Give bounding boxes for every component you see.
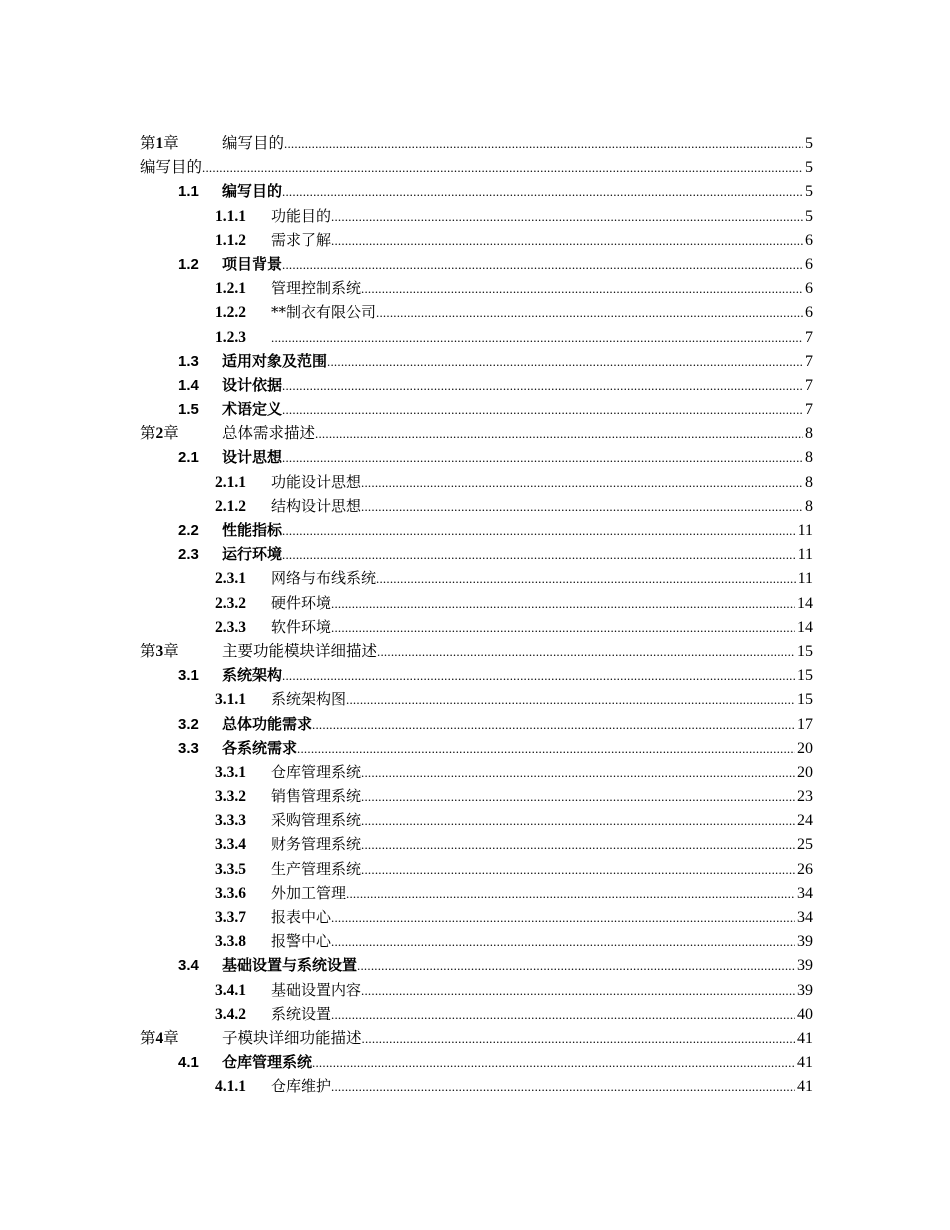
toc-entry-title: 结构设计思想: [271, 496, 362, 515]
dot-leader: [282, 663, 795, 688]
toc-entry[interactable]: [140, 591, 813, 615]
dot-leader: [361, 857, 795, 882]
toc-page-number: 25: [797, 836, 813, 854]
toc-page-number: 34: [797, 909, 813, 926]
dot-leader: [361, 494, 803, 519]
toc-page-number: 6: [805, 280, 813, 298]
toc-entry-title: 仓库管理系统: [222, 1054, 313, 1072]
toc-page-number: 20: [797, 739, 813, 757]
dot-leader: [361, 760, 795, 785]
toc-entry[interactable]: [140, 615, 813, 639]
dot-leader: [284, 131, 803, 156]
toc-entry-number: 1.2.1: [215, 280, 246, 298]
toc-entry-number: 3.4: [178, 957, 199, 975]
toc-entry-number: 4.1.1: [215, 1078, 246, 1096]
toc-page-number: 41: [797, 1054, 813, 1072]
toc-entry-number: 3.3.5: [215, 860, 246, 878]
toc-entry-number: 3.3.7: [215, 909, 246, 926]
toc-entry-title: 系统架构: [222, 667, 283, 685]
toc-entry-number: 1.2.2: [215, 304, 246, 322]
toc-entry[interactable]: [140, 832, 813, 856]
dot-leader: [327, 349, 803, 374]
dot-leader: [331, 228, 803, 253]
toc-entry-title: 项目背景: [222, 255, 283, 273]
dot-leader: [282, 397, 803, 422]
toc-page-number: 24: [797, 812, 813, 830]
dot-leader: [361, 276, 803, 301]
toc-entry[interactable]: [140, 252, 813, 276]
toc-page-number: 15: [797, 667, 813, 685]
toc-entry[interactable]: [140, 953, 813, 977]
chapter-suffix: 章: [163, 135, 179, 152]
dot-leader: [282, 373, 803, 398]
toc-entry-title: 功能目的: [271, 206, 332, 225]
toc-entry-title: 术语定义: [222, 401, 283, 419]
toc-entry-number: 2.3.1: [215, 570, 246, 588]
toc-entry[interactable]: [140, 228, 813, 252]
toc-entry[interactable]: [140, 155, 813, 179]
toc-entry-title: 管理控制系统: [271, 279, 362, 298]
toc-entry-title: 功能设计思想: [271, 472, 362, 491]
toc-page-number: 17: [797, 715, 813, 733]
toc-entry-title: 基础设置内容: [271, 980, 362, 999]
toc-entry-title: 财务管理系统: [271, 835, 362, 854]
toc-entry-number: [140, 422, 222, 446]
toc-entry[interactable]: [140, 300, 813, 324]
toc-page-number: 14: [797, 618, 813, 636]
toc-page-number: 7: [805, 376, 813, 394]
toc-page-number: 14: [797, 594, 813, 612]
dot-leader: [312, 1050, 795, 1075]
toc-entry-title: 性能指标: [222, 522, 283, 539]
toc-entry[interactable]: [140, 808, 813, 832]
dot-leader: [282, 542, 796, 567]
dot-leader: [315, 421, 803, 446]
toc-page-number: 5: [805, 183, 813, 201]
toc-entry[interactable]: [140, 736, 813, 760]
toc-entry-number: 2.1.1: [215, 473, 246, 491]
dot-leader: [376, 566, 796, 591]
table-of-contents: [140, 131, 813, 1099]
toc-page-number: 5: [805, 159, 813, 177]
dot-leader: [331, 591, 795, 616]
toc-chapter-entry[interactable]: [140, 421, 813, 445]
toc-entry-title: 总体需求描述: [222, 424, 316, 443]
toc-entry-number: 2.3.2: [215, 594, 246, 612]
toc-entry-number: 1.3: [178, 352, 199, 370]
toc-entry-number: 3.3.4: [215, 836, 246, 854]
toc-page-number: 5: [805, 135, 813, 152]
toc-entry-number: [140, 1027, 222, 1051]
dot-leader: [282, 179, 803, 204]
toc-entry-number: 3.3.3: [215, 812, 246, 830]
toc-entry[interactable]: [140, 1002, 813, 1026]
chapter-prefix: 第: [140, 1029, 156, 1047]
toc-entry-title: 仓库管理系统: [271, 762, 362, 781]
toc-entry[interactable]: [140, 857, 813, 881]
toc-page-number: 41: [797, 1078, 813, 1096]
toc-entry-number: 3.3.8: [215, 933, 246, 951]
chapter-suffix: 章: [163, 425, 179, 443]
toc-page-number: 7: [805, 401, 813, 419]
toc-page-number: 20: [797, 763, 813, 781]
toc-entry-title: 各系统需求: [222, 739, 298, 757]
dot-leader: [361, 784, 795, 809]
toc-entry-title: 基础设置与系统设置: [222, 957, 358, 975]
dot-leader: [202, 155, 803, 180]
chapter-number: 1: [155, 135, 164, 152]
toc-entry-title: 网络与布线系统: [271, 569, 377, 588]
toc-page-number: 11: [797, 570, 813, 588]
dot-leader: [331, 1002, 795, 1027]
toc-entry[interactable]: [140, 978, 813, 1002]
toc-entry-number: 1.5: [178, 401, 199, 419]
dot-leader: [282, 445, 803, 470]
toc-entry-number: 1.1: [178, 183, 199, 201]
toc-page-number: 34: [797, 884, 813, 902]
toc-entry-title: 设计思想: [222, 449, 283, 467]
toc-entry-title: 需求了解: [271, 230, 332, 249]
dot-leader: [312, 712, 795, 737]
toc-entry-title: 编写目的: [222, 183, 283, 201]
toc-entry-title: 系统架构图: [271, 690, 347, 709]
toc-entry-title: 运行环境: [222, 546, 283, 564]
toc-entry-title: 外加工管理: [271, 883, 347, 902]
toc-entry[interactable]: [140, 905, 813, 929]
toc-entry-number: 1.2.3: [215, 328, 246, 346]
dot-leader: [331, 204, 803, 229]
toc-page-number: 8: [805, 497, 813, 515]
dot-leader: [331, 929, 795, 954]
chapter-prefix: 第: [140, 642, 156, 660]
toc-page-number: 39: [797, 933, 813, 951]
toc-entry-number: 3.3: [178, 739, 199, 757]
toc-entry-title: **制衣有限公司: [271, 303, 377, 322]
toc-entry[interactable]: [140, 445, 813, 469]
toc-page-number: 15: [797, 642, 813, 660]
toc-entry-number: 3.4.1: [215, 981, 246, 999]
toc-page-number: 7: [805, 352, 813, 370]
chapter-suffix: 章: [163, 642, 179, 660]
toc-entry[interactable]: [140, 566, 813, 590]
chapter-prefix: 第: [140, 425, 156, 443]
toc-entry[interactable]: [140, 663, 813, 687]
toc-entry-number: 2.3: [178, 546, 199, 564]
toc-page-number: 6: [805, 231, 813, 249]
toc-entry-title: 适用对象及范围: [222, 352, 328, 370]
toc-page-number: 8: [805, 473, 813, 491]
toc-page-number: 41: [797, 1029, 813, 1047]
toc-entry-title: 总体功能需求: [222, 715, 313, 733]
toc-entry[interactable]: [140, 712, 813, 736]
dot-leader: [361, 832, 795, 857]
toc-entry[interactable]: [140, 204, 813, 228]
toc-entry-number: 2.1: [178, 449, 199, 467]
toc-page-number: 6: [805, 304, 813, 322]
toc-entry-number: 1.1.1: [215, 207, 246, 225]
toc-entry-number: 3.3.1: [215, 763, 246, 781]
dot-leader: [271, 325, 803, 350]
toc-entry-number: 1.4: [178, 376, 199, 394]
toc-entry[interactable]: [140, 784, 813, 808]
toc-chapter-entry[interactable]: [140, 1026, 813, 1050]
toc-page-number: 39: [797, 957, 813, 975]
dot-leader: [377, 639, 795, 664]
toc-entry-title: 仓库维护: [271, 1077, 332, 1096]
dot-leader: [331, 615, 795, 640]
dot-leader: [361, 808, 795, 833]
toc-entry[interactable]: [140, 518, 813, 542]
toc-entry-number: 3.1: [178, 667, 199, 685]
chapter-suffix: 章: [163, 1029, 179, 1047]
toc-entry-number: 1.2: [178, 255, 199, 273]
toc-entry-number: 2.2: [178, 522, 199, 539]
toc-entry-number: 3.1.1: [215, 691, 246, 709]
dot-leader: [346, 687, 795, 712]
dot-leader: [357, 953, 795, 978]
toc-entry[interactable]: [140, 397, 813, 421]
toc-entry-title: 子模块详细功能描述: [222, 1028, 362, 1047]
toc-page-number: 7: [805, 328, 813, 346]
chapter-prefix: 第: [140, 135, 156, 152]
toc-entry-number: 2.1.2: [215, 497, 246, 515]
toc-entry-title: 采购管理系统: [271, 811, 362, 830]
dot-leader: [331, 905, 795, 930]
toc-entry-number: 3.3.6: [215, 884, 246, 902]
toc-entry[interactable]: [140, 179, 813, 203]
dot-leader: [282, 518, 796, 543]
toc-entry-number: 3.2: [178, 715, 199, 733]
chapter-number: 3: [155, 642, 164, 660]
toc-page-number: 11: [797, 546, 813, 564]
toc-entry-number: 4.1: [178, 1054, 199, 1072]
dot-leader: [361, 470, 803, 495]
toc-page-number: 8: [805, 449, 813, 467]
toc-entry-title: 销售管理系统: [271, 787, 362, 806]
toc-entry[interactable]: [140, 1050, 813, 1074]
dot-leader: [297, 736, 795, 761]
toc-entry-title: 系统设置: [271, 1004, 332, 1023]
toc-page-number: 5: [805, 207, 813, 225]
toc-entry-title: 软件环境: [271, 617, 332, 636]
toc-entry-title: 硬件环境: [271, 593, 332, 612]
toc-entry[interactable]: [140, 760, 813, 784]
toc-entry-title: 编写目的: [222, 134, 285, 152]
dot-leader: [376, 300, 803, 325]
toc-entry-title: 生产管理系统: [271, 859, 362, 878]
toc-entry-number: 2.3.3: [215, 618, 246, 636]
toc-page-number: 40: [797, 1005, 813, 1023]
toc-page-number: 39: [797, 981, 813, 999]
toc-page-number: 8: [805, 425, 813, 443]
toc-page-number: 11: [797, 522, 813, 539]
toc-entry[interactable]: [140, 687, 813, 711]
toc-page-number: 6: [805, 255, 813, 273]
toc-page-number: 15: [797, 691, 813, 709]
toc-entry-title: 报警中心: [271, 932, 332, 951]
toc-entry[interactable]: [140, 470, 813, 494]
toc-page-number: 26: [797, 860, 813, 878]
toc-entry-title: 主要功能模块详细描述: [222, 641, 378, 660]
toc-entry[interactable]: [140, 1074, 813, 1098]
dot-leader: [346, 881, 795, 906]
dot-leader: [331, 1074, 795, 1099]
chapter-number: 2: [155, 425, 164, 443]
toc-entry[interactable]: [140, 276, 813, 300]
toc-entry-number: [140, 640, 222, 664]
dot-leader: [282, 252, 803, 277]
toc-entry[interactable]: [140, 325, 813, 349]
toc-entry[interactable]: [140, 881, 813, 905]
toc-chapter-entry[interactable]: [140, 639, 813, 663]
toc-entry[interactable]: [140, 349, 813, 373]
toc-entry[interactable]: [140, 373, 813, 397]
dot-leader: [362, 1026, 795, 1051]
toc-entry[interactable]: [140, 929, 813, 953]
chapter-number: 4: [155, 1029, 164, 1047]
toc-entry-number: 3.4.2: [215, 1005, 246, 1023]
toc-page-number: 23: [797, 788, 813, 806]
toc-entry-title: 报表中心: [271, 908, 332, 926]
toc-entry-number: 3.3.2: [215, 788, 246, 806]
toc-entry-title: 设计依据: [222, 376, 283, 394]
dot-leader: [361, 978, 795, 1003]
toc-entry[interactable]: [140, 542, 813, 566]
toc-chapter-entry[interactable]: [140, 131, 813, 155]
toc-entry[interactable]: [140, 494, 813, 518]
toc-entry-title: 编写目的: [140, 158, 203, 177]
toc-entry-number: [140, 132, 222, 156]
toc-entry-number: 1.1.2: [215, 231, 246, 249]
